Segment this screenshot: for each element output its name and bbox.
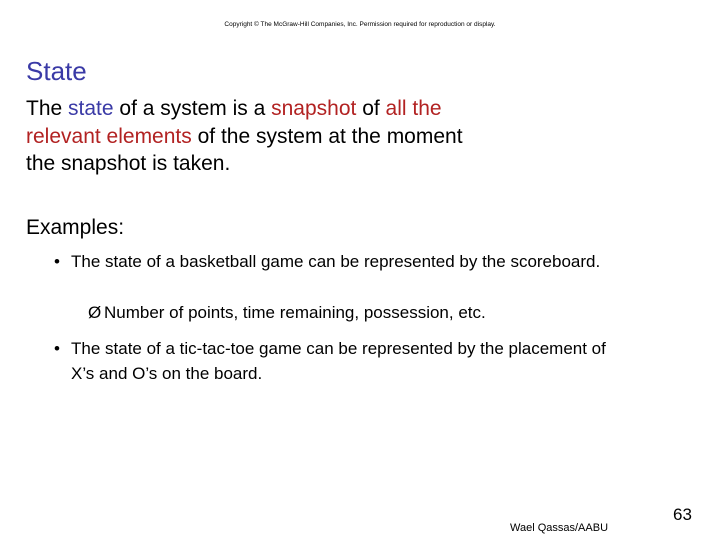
arrow-bullet-icon: Ø: [88, 303, 102, 322]
bullet-marker: •: [54, 252, 60, 271]
keyword-snapshot: snapshot: [271, 97, 357, 120]
definition-text: The: [26, 97, 69, 120]
keyword-state: state: [68, 97, 114, 120]
slide-title: State: [26, 56, 87, 86]
definition-text: of a system is a: [113, 97, 272, 120]
examples-heading: Examples:: [26, 216, 125, 239]
definition-text: of: [356, 97, 386, 120]
bullet-text: The state of a basketball game can be represented by the scoreboard.: [71, 252, 601, 271]
copyright-notice: Copyright © The McGraw-Hill Companies, Inc. Permission required for reproduction or display.: [224, 21, 496, 28]
sub-bullet-item: [88, 301, 486, 325]
definition-paragraph: [26, 95, 496, 178]
bullet-item-tic-tac-toe: [54, 337, 614, 386]
sub-bullet-text: Number of points, time remaining, possession, etc.: [104, 303, 486, 322]
bullet-text: The state of a tic-tac-toe game can be represented by the placement of X’s and O’s on the board.: [71, 339, 606, 383]
keyword-relevant-elements: all the relevant elements: [26, 97, 442, 148]
page-number: 63: [673, 505, 692, 524]
definition-text: of the system at the moment the snapshot is taken.: [26, 124, 463, 175]
author-footer: Wael Qassas/AABU: [510, 522, 609, 534]
bullet-item-basketball: [54, 250, 614, 275]
bullet-marker: •: [54, 339, 60, 358]
